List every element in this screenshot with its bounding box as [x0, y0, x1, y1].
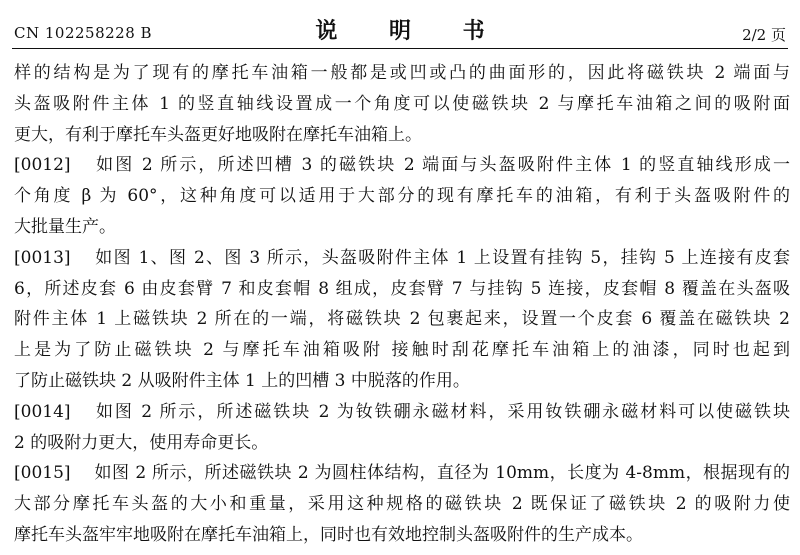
text-line: 大部分摩托车头盔的大小和重量，采用这种规格的磁铁块 2 既保证了磁铁块 2 的吸附力使: [14, 494, 790, 515]
paragraph-number: [0014]: [14, 401, 71, 422]
text-line: 头盔吸附件主体 1 的竖直轴线设置成一个角度可以使磁铁块 2 与摩托车油箱之间的吸附面: [14, 93, 790, 114]
text-line: 上是为了防止磁铁块 2 与摩托车油箱吸附 接触时刮花摩托车油箱上的油漆，同时也起到: [14, 340, 790, 361]
paragraph-text: 如图 2 所示，所述凹槽 3 的磁铁块 2 端面与头盔吸附件主体 1 的竖直轴线形成一: [94, 155, 790, 176]
text-line: 附件主体 1 上磁铁块 2 所在的一端，将磁铁块 2 包裹起来，设置一个皮套 6 覆盖在磁铁块 2: [14, 309, 790, 330]
paragraph-text: 如图 2 所示，所述磁铁块 2 为圆柱体结构，直径为 10mm，长度为 4-8mm，根据现有的: [94, 463, 790, 484]
paragraph-text: 如图 1、图 2、图 3 所示，头盔吸附件主体 1 上设置有挂钩 5，挂钩 5 上连接有皮套: [94, 247, 790, 268]
text-line: 摩托车头盔牢牢地吸附在摩托车油箱上，同时也有效地控制头盔吸附件的生产成本。: [14, 524, 643, 545]
text-line: 大批量生产。: [14, 216, 116, 237]
document-body: [14, 58, 790, 551]
text-line: [14, 397, 790, 428]
text-line: [14, 243, 790, 274]
text-line: 更大，有利于摩托车头盔更好地吸附在摩托车油箱上。: [14, 124, 422, 145]
document-title: 说 明 书: [315, 18, 507, 44]
text-line: 个角度 β 为 60°，这种角度可以适用于大部分的现有摩托车的油箱，有利于头盔吸附件的: [14, 186, 790, 207]
text-line: 了防止磁铁块 2 从吸附件主体 1 上的凹槽 3 中脱落的作用。: [14, 370, 470, 391]
text-line: [14, 150, 790, 181]
text-line: 样的结构是为了现有的摩托车油箱一般都是或凹或凸的曲面形的，因此将磁铁块 2 端面与: [14, 63, 790, 83]
paragraph-number: [0013]: [14, 247, 71, 268]
publication-number: CN 102258228 B: [14, 24, 153, 42]
paragraph-text: 如图 2 所示，所述磁铁块 2 为钕铁硼永磁材料，采用钕铁硼永磁材料可以使磁铁块: [94, 401, 790, 422]
paragraph-number: [0012]: [14, 155, 71, 176]
text-line: 2 的吸附力更大，使用寿命更长。: [14, 432, 269, 453]
paragraph-number: [0015]: [14, 463, 71, 484]
page-number: 2/2 页: [742, 26, 786, 44]
text-line: 6，所述皮套 6 由皮套臂 7 和皮套帽 8 组成，皮套臂 7 与挂钩 5 连接，皮套帽 8 覆盖在头盔吸: [14, 278, 790, 299]
text-line: [14, 458, 790, 489]
header-rule: [12, 48, 788, 49]
page-header: [0, 0, 800, 52]
